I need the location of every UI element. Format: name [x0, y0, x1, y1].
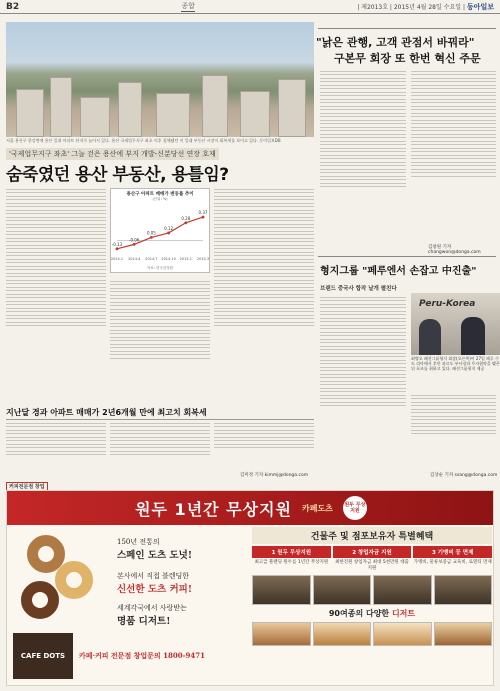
reporter-email: 김창원 기자 changwon@donga.com — [428, 245, 481, 255]
body-text-column — [320, 294, 406, 470]
cafe-logo: CAFE DOTS — [13, 633, 73, 679]
article-headline: "낡은 관행, 고객 관점서 바꿔라" — [316, 36, 475, 49]
store-photo — [373, 575, 432, 605]
x-tick-label: 2014.4 — [128, 257, 141, 261]
building — [202, 75, 228, 137]
main-photo — [6, 22, 314, 137]
dessert-photo — [373, 622, 432, 646]
line-chart — [110, 188, 210, 273]
article-photo — [411, 293, 500, 355]
chart-plot — [111, 202, 209, 262]
ad-copy: 명품 디저트! — [117, 616, 171, 627]
article-headline: 숨죽였던 용산 부동산, 용틀임? — [6, 165, 229, 185]
issue-date: | 제2013호 | 2015년 4월 28일 수요일 | — [357, 3, 465, 11]
building — [156, 93, 190, 137]
dessert-photo — [434, 622, 493, 646]
ad-stamp: 원두 무상 지원 — [343, 496, 367, 520]
store-photo — [252, 575, 311, 605]
data-label: 0.12 — [164, 225, 174, 231]
article-headline: 형지그룹 "페루엔서 손잡고 中진출" — [320, 266, 477, 277]
x-tick-label: 2014.7 — [145, 257, 158, 261]
reporter-email: 김미정 기자 kimmj@donga.com — [240, 473, 309, 478]
data-label: 0.28 — [181, 215, 191, 221]
series-line — [117, 217, 203, 249]
dessert-photo — [252, 622, 311, 646]
chart-source: 자료: 한국감정원 — [147, 266, 173, 270]
section-label: 종합 — [181, 2, 195, 10]
promo-detail: 최고급 블렌딩 원두를 1년간 무상지원 — [254, 560, 329, 565]
x-tick-label: 2014.1 — [111, 257, 124, 261]
body-text-column — [411, 68, 496, 240]
ad-copy: 신선한 도츠 커피! — [117, 584, 193, 595]
body-text-column — [411, 392, 496, 462]
person — [461, 317, 485, 355]
promo-tab: 3 기맹비 등 면제 — [413, 546, 492, 558]
data-point — [202, 216, 205, 219]
ad-label: 커피전문점 창업 — [6, 482, 48, 491]
ad-banner-text: 원두 1년간 무상지원 — [135, 499, 292, 519]
donut-image — [55, 561, 93, 599]
body-text-column — [110, 278, 210, 404]
donut-image — [21, 581, 59, 619]
body-text-column — [214, 420, 314, 470]
promo-footer-text: 90여종의 다양한 — [328, 609, 392, 618]
promo-detail: 최한진원 창업자금 최대 5천만원 대출 지원 — [335, 560, 409, 571]
promo-footer-highlight: 디저트 — [391, 609, 416, 618]
promo-tab: 1 원두 무상지원 — [252, 546, 331, 558]
article-headline: 구본무 회장 또 한번 혁신 주문 — [334, 52, 481, 65]
data-label: -0.06 — [129, 237, 140, 243]
body-text-column — [320, 68, 406, 254]
divider — [318, 28, 496, 29]
data-label: 0.05 — [146, 230, 156, 236]
photo-signage: Peru-Korea — [419, 299, 476, 309]
chart-title: 용산구 아파트 매매가 변동률 추이 — [126, 192, 194, 197]
body-text-column — [214, 186, 314, 404]
building — [278, 79, 306, 137]
body-text-column — [110, 420, 210, 478]
data-label: -0.13 — [111, 241, 123, 247]
building — [16, 89, 44, 137]
building — [80, 97, 110, 137]
reporter-email: 김상순 기자 ssang@donga.com — [430, 473, 498, 478]
promo-detail: 가맹비, 물류보증금 교육비, 로열티 면제 — [413, 560, 492, 565]
building — [118, 82, 142, 137]
promo-heading: 건물주 및 점포보유자 특별혜택 — [252, 527, 492, 544]
page-number: B2 — [6, 1, 20, 12]
data-point — [150, 236, 153, 239]
newspaper-name: 동아일보 — [466, 2, 494, 11]
building — [240, 91, 270, 137]
article-subhead: 브랜드 중국사 합작 날개 펼친다 — [320, 286, 397, 292]
chart-unit: (단위: %) — [152, 197, 168, 201]
issue-meta — [357, 2, 494, 12]
x-tick-label: 2014.10 — [161, 257, 176, 261]
body-text-column — [6, 420, 106, 478]
article-kicker: '국제업무지구 좌초' 그늘 걷은 용산에 부지 개발-신분당선 연장 호재 — [6, 148, 219, 160]
ad-copy: 150년 전통의 — [117, 538, 160, 546]
page-header — [0, 0, 500, 14]
x-tick-label: 2015.3 — [196, 257, 209, 261]
person — [419, 319, 441, 355]
x-tick-label: 2015.1 — [179, 257, 192, 261]
promo-footer — [252, 608, 492, 619]
ad-copy: 본사에서 직접 블렌딩한 — [117, 572, 190, 580]
store-photo — [313, 575, 372, 605]
data-label: 0.37 — [198, 210, 208, 216]
promo-panel — [252, 527, 492, 684]
divider — [318, 256, 496, 257]
ad-copy: 세계각국에서 사랑받는 — [117, 604, 187, 612]
ad-copy: 스페인 도츠 도넛! — [117, 550, 193, 561]
article-subhead: 지난달 경과 아파트 매매가 2년6개월 만에 최고치 회복세 — [6, 407, 314, 420]
data-point — [116, 247, 119, 250]
photo-caption: 서울 용산구 한강변에 용산 일대 아파트 단지가 늘어서 있다. 용산 국제업무지구 좌초 이후 침체됐던 이 일대 부동산 시장이 회복세를 보이고 있다. 동아일보DB — [6, 138, 281, 143]
ad-banner — [7, 491, 494, 525]
data-point — [184, 221, 187, 224]
store-photo — [434, 575, 493, 605]
body-text-column — [6, 186, 106, 404]
ad-contact[interactable]: 카페·커피 전문점 창업문의 1800-9471 — [79, 651, 205, 660]
dessert-photo — [313, 622, 372, 646]
promo-tab: 2 창업자금 지원 — [333, 546, 412, 558]
data-point — [133, 243, 136, 246]
advertisement[interactable] — [6, 490, 494, 686]
data-point — [167, 232, 170, 235]
ad-brand: 카페도츠 — [302, 503, 333, 513]
building — [50, 77, 72, 137]
photo-caption: 최병오 패션그룹형지 회장(오른쪽)이 27일 페루 수도 리마에서 후안 과르도 부사장과 투자협약을 맺은 뒤 포즈를 취하고 있다. 패션그룹형지 제공 — [411, 356, 500, 371]
